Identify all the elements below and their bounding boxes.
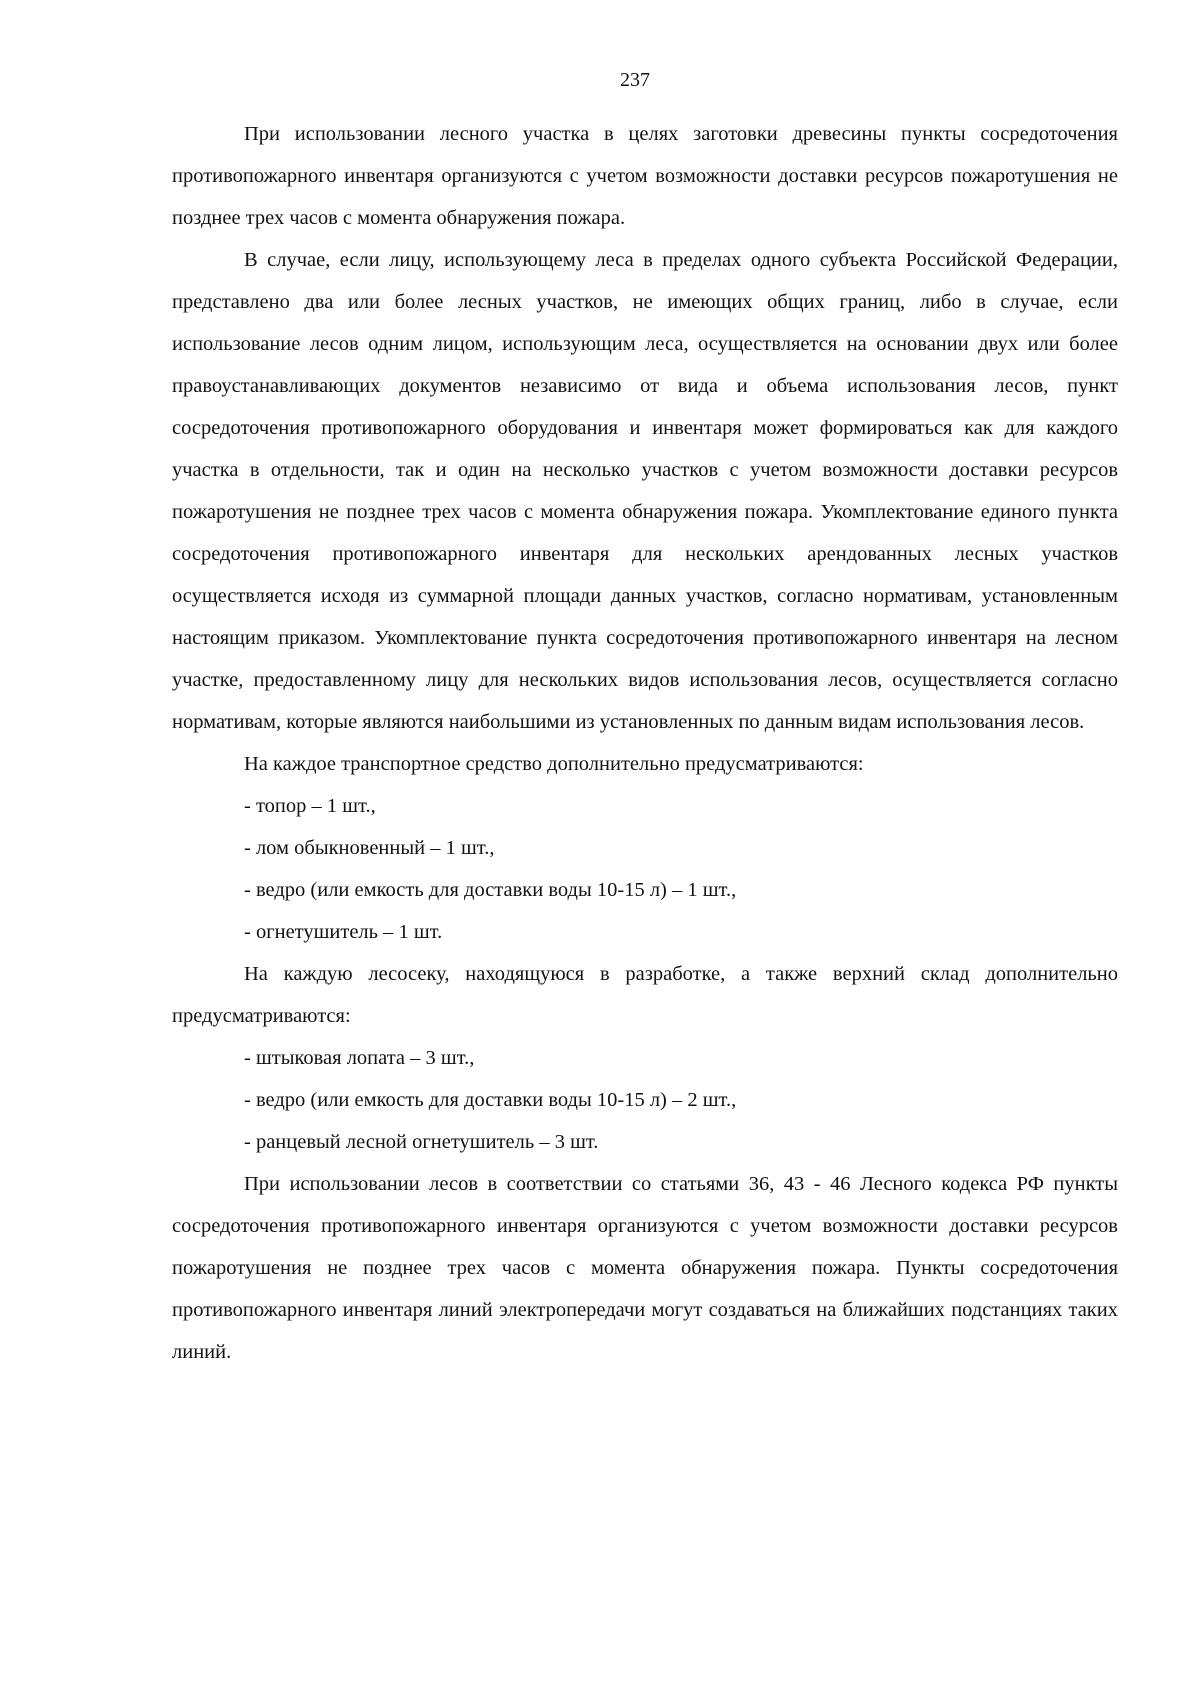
cutting-area-equipment-list xyxy=(172,1037,1118,1163)
paragraph-forest-code-articles: При использовании лесов в соответствии со статьями 36, 43 - 46 Лесного кодекса РФ пункты сосредоточения противопожарного инвентаря организуются с учетом возможности доставки ресурсов пожаротушения не позднее трех часов с момента обнаружения пожара. Пункты сосредоточения противопожарного инвентаря линий электропередачи могут создаваться на ближайших подстанциях таких линий. xyxy=(172,1173,1118,1363)
list-item: - ведро (или емкость для доставки воды 10-15 л) – 2 шт., xyxy=(244,1089,737,1111)
list-item: - ранцевый лесной огнетушитель – 3 шт. xyxy=(244,1131,599,1153)
document-body xyxy=(172,113,1118,1373)
list-item: - топор – 1 шт., xyxy=(244,795,376,817)
list-item: - лом обыкновенный – 1 шт., xyxy=(244,837,495,859)
paragraph-timber-harvesting: При использовании лесного участка в целях заготовки древесины пункты сосредоточения противопожарного инвентаря организуются с учетом возможности доставки ресурсов пожаротушения не позднее трех часов с момента обнаружения пожара. xyxy=(172,123,1118,229)
vehicle-equipment-list xyxy=(172,785,1118,953)
page-number: 237 xyxy=(620,69,650,91)
list-item: - ведро (или емкость для доставки воды 10-15 л) – 1 шт., xyxy=(244,879,737,901)
list-item: - штыковая лопата – 3 шт., xyxy=(244,1047,475,1069)
paragraph-vehicle-equipment-intro: На каждое транспортное средство дополнительно предусматриваются: xyxy=(244,753,864,775)
paragraph-cutting-area-intro: На каждую лесосеку, находящуюся в разработке, а также верхний склад дополнительно предусматриваются: xyxy=(172,963,1118,1027)
list-item: - огнетушитель – 1 шт. xyxy=(244,921,443,943)
paragraph-multiple-plots: В случае, если лицу, использующему леса в пределах одного субъекта Российской Федерации, представлено два или более лесных участков, не имеющих общих границ, либо в случае, если использование лесов одним лицом, использующим леса, осуществляется на основании двух или более правоустанавливающих документов независимо от вида и объема использования лесов, пункт сосредоточения противопожарного оборудования и инвентаря может формироваться как для каждого участка в отдельности, так и один на несколько участков с учетом возможности доставки ресурсов пожаротушения не позднее трех часов с момента обнаружения пожара. Укомплектование единого пункта сосредоточения противопожарного инвентаря для нескольких арендованных лесных участков осуществляется исходя из суммарной площади данных участков, согласно нормативам, установленным настоящим приказом. Укомплектование пункта сосредоточения противопожарного инвентаря на лесном участке, предоставленному лицу для нескольких видов использования лесов, осуществляется согласно нормативам, которые являются наибольшими из установленных по данным видам использования лесов. xyxy=(172,249,1118,733)
